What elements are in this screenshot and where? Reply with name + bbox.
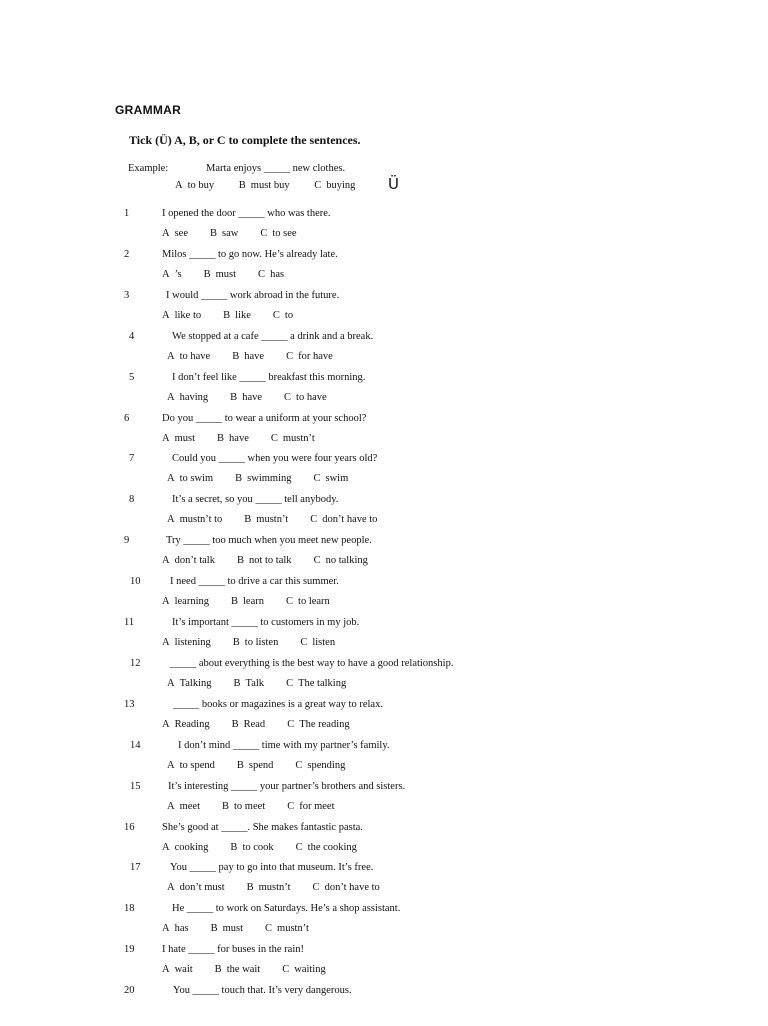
question-item [0, 822, 768, 863]
question-text: I don’t feel like _____ breakfast this morning. [172, 371, 366, 383]
option-text: to swim [179, 473, 214, 485]
answer-option-b[interactable] [237, 555, 292, 566]
question-text: I hate _____ for buses in the rain! [162, 944, 305, 956]
option-letter: A [167, 514, 175, 526]
answer-option-c[interactable] [286, 678, 346, 689]
option-text: Read [243, 718, 266, 730]
option-text: to cook [242, 841, 274, 853]
option-letter: C [258, 268, 266, 280]
question-item [0, 413, 768, 454]
option-letter: A [162, 432, 170, 444]
question-text: We stopped at a cafe _____ a drink and a break. [172, 330, 374, 342]
question-item [0, 740, 768, 781]
option-text: The reading [299, 718, 350, 730]
question-item [0, 331, 768, 372]
answer-option-c[interactable] [284, 392, 327, 403]
option-letter: B [210, 923, 218, 935]
question-item [0, 453, 768, 494]
question-item [0, 944, 768, 985]
option-letter: A [167, 677, 175, 689]
option-letter: B [231, 596, 239, 608]
question-item [0, 249, 768, 290]
option-letter: A [167, 800, 175, 812]
option-letter: C [295, 841, 303, 853]
answer-option-a[interactable] [167, 514, 222, 525]
option-text: like to [174, 309, 202, 321]
option-letter: A [167, 473, 175, 485]
option-text: saw [222, 228, 239, 239]
answer-option-c[interactable] [286, 351, 333, 362]
instruction-text: Tick (Ü) A, B, or C to complete the sentences. [129, 133, 361, 147]
option-letter: C [300, 637, 308, 648]
answer-options [167, 882, 402, 893]
question-number: 14 [130, 739, 141, 751]
question-text: Milos _____ to go now. He’s already late. [162, 248, 338, 260]
question-number: 19 [124, 944, 135, 956]
answer-option-c[interactable] [314, 473, 349, 484]
question-number: 5 [129, 371, 135, 383]
option-letter: A [167, 391, 175, 403]
answer-options [162, 433, 337, 444]
question-number: 10 [130, 576, 141, 588]
answer-option-b[interactable] [234, 678, 265, 689]
option-text: for have [298, 350, 333, 362]
question-text: Could you _____ when you were four years old? [172, 453, 378, 465]
question-text: It’s important _____ to customers in my job. [172, 617, 360, 628]
section-heading: GRAMMAR [115, 103, 182, 117]
option-letter: B [203, 268, 211, 280]
option-letter: A [162, 268, 170, 280]
answer-option-c[interactable] [287, 801, 334, 812]
option-text: like [235, 309, 251, 321]
question-number: 1 [124, 208, 130, 219]
option-letter: B [236, 555, 244, 567]
option-text: swimming [247, 473, 292, 485]
answer-option-c[interactable] [258, 269, 284, 280]
question-number: 7 [129, 453, 135, 465]
question-text: Do you _____ to wear a uniform at your school? [162, 412, 367, 424]
question-text: It’s interesting _____ your partner’s brothers and sisters. [168, 780, 406, 792]
option-text: to [284, 309, 294, 321]
question-text: I need _____ to drive a car this summer. [170, 576, 339, 588]
option-text: to learn [298, 596, 330, 608]
option-text: waiting [294, 964, 326, 976]
answer-option-b[interactable] [217, 433, 249, 444]
option-letter: C [272, 309, 280, 321]
option-text: to listen [244, 637, 279, 648]
option-letter: B [214, 964, 222, 976]
answer-option-a[interactable] [167, 392, 208, 403]
example-option-b: B must buy [238, 180, 290, 191]
question-number: 13 [124, 698, 135, 710]
option-letter: B [210, 228, 218, 239]
answer-option-a[interactable] [162, 842, 208, 853]
option-text: wait [174, 964, 193, 976]
option-letter: A [162, 555, 170, 567]
tick-mark-icon: Ü [388, 175, 399, 193]
question-number: 2 [124, 248, 130, 260]
answer-options [167, 392, 349, 403]
option-letter: C [310, 514, 318, 526]
option-letter: C [260, 228, 268, 239]
option-text: have [229, 432, 249, 444]
option-letter: B [230, 391, 238, 403]
answer-option-a[interactable] [162, 555, 215, 566]
answer-option-c[interactable] [296, 842, 357, 853]
option-text: mustn’t [258, 882, 291, 894]
question-item [0, 535, 768, 576]
option-text: for meet [299, 800, 335, 812]
question-item [0, 862, 768, 903]
question-number: 9 [124, 535, 130, 547]
answer-option-a[interactable] [162, 310, 201, 321]
question-item [0, 781, 768, 822]
option-letter: A [162, 637, 170, 648]
answer-option-a[interactable] [162, 964, 193, 975]
question-item [0, 658, 768, 699]
answer-option-c[interactable] [287, 719, 349, 730]
option-letter: C [287, 718, 295, 730]
option-text: no talking [325, 555, 368, 567]
question-text: _____ books or magazines is a great way to relax. [173, 698, 383, 710]
option-letter: C [286, 350, 294, 362]
option-letter: B [232, 350, 240, 362]
answer-options [162, 923, 331, 934]
example-sentence: Marta enjoys _____ new clothes. [206, 163, 346, 174]
answer-options [167, 678, 368, 689]
answer-options [162, 964, 348, 975]
option-letter: A [162, 596, 170, 608]
answer-option-b[interactable] [235, 473, 291, 484]
option-letter: C [286, 596, 294, 608]
question-item [0, 985, 768, 1026]
option-text: don’t have to [322, 514, 378, 526]
option-text: has [270, 268, 285, 280]
option-text: see [174, 228, 189, 239]
question-number: 16 [124, 821, 135, 833]
option-letter: A [167, 882, 175, 894]
option-text: mustn’t [256, 514, 289, 526]
option-text: has [174, 923, 189, 935]
option-letter: A [167, 350, 175, 362]
answer-options [162, 269, 306, 280]
answer-options [167, 473, 370, 484]
option-letter: C [313, 555, 321, 567]
option-letter: A [167, 759, 175, 771]
option-letter: B [232, 637, 240, 648]
question-text: You _____ pay to go into that museum. It’s free. [170, 862, 374, 874]
answer-option-b[interactable] [230, 392, 262, 403]
answer-option-c[interactable] [310, 514, 377, 525]
option-letter: B [231, 718, 239, 730]
option-letter: C [284, 391, 292, 403]
option-text: listening [174, 637, 211, 648]
option-text: don’t talk [174, 555, 215, 567]
option-text: swim [325, 473, 349, 485]
option-letter: C [270, 432, 278, 444]
option-letter: A [162, 309, 170, 321]
answer-option-b[interactable] [232, 719, 266, 730]
option-letter: C [265, 923, 273, 935]
answer-option-a[interactable] [167, 760, 215, 771]
example-option-a: A to buy [175, 180, 215, 191]
option-letter: A [162, 923, 170, 935]
option-text: have [242, 391, 263, 403]
answer-option-b[interactable] [210, 228, 238, 239]
option-text: learn [243, 596, 265, 608]
question-number: 12 [130, 657, 141, 669]
example-option-c: C buying [314, 180, 356, 191]
option-text: must [215, 268, 237, 280]
question-number: 4 [129, 330, 135, 342]
question-text: It’s a secret, so you _____ tell anybody. [172, 494, 339, 506]
answer-option-a[interactable] [162, 433, 195, 444]
option-letter: A [162, 228, 170, 239]
answer-option-c[interactable] [314, 555, 368, 566]
option-text: must [174, 432, 196, 444]
question-number: 11 [124, 617, 135, 628]
option-text: cooking [174, 841, 209, 853]
option-text: must [222, 923, 244, 935]
answer-option-a[interactable] [162, 923, 189, 934]
option-letter: C [312, 882, 320, 894]
option-letter: C [313, 473, 321, 485]
option-text: Reading [174, 718, 210, 730]
question-number: 3 [124, 289, 130, 301]
answer-option-a[interactable] [167, 678, 212, 689]
option-text: Talk [245, 677, 265, 689]
answer-option-b[interactable] [247, 882, 291, 893]
option-text: listen [312, 637, 336, 648]
option-text: don’t have to [324, 882, 380, 894]
question-number: 8 [129, 494, 135, 506]
answer-option-a[interactable] [167, 351, 210, 362]
answer-option-c[interactable] [265, 923, 309, 934]
answer-option-c[interactable] [295, 760, 345, 771]
answer-option-b[interactable] [204, 269, 236, 280]
option-letter: C [286, 677, 294, 689]
question-text: Try _____ too much when you meet new people. [166, 535, 372, 547]
question-item [0, 699, 768, 740]
answer-option-a[interactable] [162, 637, 211, 648]
option-text: have [244, 350, 265, 362]
answer-option-c[interactable] [271, 433, 315, 444]
option-text: the wait [226, 964, 261, 976]
answer-option-b[interactable] [244, 514, 288, 525]
option-letter: B [235, 473, 243, 485]
option-text: to have [296, 391, 327, 403]
option-text: to spend [179, 759, 215, 771]
question-text: She’s good at _____. She makes fantastic pasta. [162, 821, 363, 833]
answer-option-b[interactable] [222, 801, 265, 812]
question-text: I would _____ work abroad in the future. [166, 289, 340, 301]
option-letter: B [246, 882, 254, 894]
option-text: meet [179, 800, 200, 812]
option-text: don’t must [179, 882, 225, 894]
answer-option-c[interactable] [286, 596, 330, 607]
answer-options [162, 637, 357, 648]
answer-option-b[interactable] [233, 637, 279, 648]
option-text: the cooking [307, 841, 357, 853]
option-text: to have [179, 350, 211, 362]
answer-option-c[interactable] [313, 882, 380, 893]
option-letter: C [295, 759, 303, 771]
option-text: mustn’t [282, 432, 315, 444]
answer-option-c[interactable] [273, 310, 293, 321]
option-letter: B [236, 759, 244, 771]
answer-option-b[interactable] [232, 351, 264, 362]
answer-option-b[interactable] [223, 310, 251, 321]
question-number: 6 [124, 412, 130, 424]
question-item [0, 290, 768, 331]
answer-options [167, 801, 357, 812]
answer-option-a[interactable] [167, 473, 213, 484]
option-letter: C [287, 800, 295, 812]
answer-options [167, 514, 399, 525]
option-letter: B [217, 432, 225, 444]
answer-options [162, 555, 390, 566]
option-letter: A [162, 718, 170, 730]
answer-option-b[interactable] [231, 596, 264, 607]
answer-option-a[interactable] [167, 801, 200, 812]
question-item [0, 617, 768, 658]
answer-options [167, 351, 355, 362]
answer-option-b[interactable] [215, 964, 261, 975]
question-item [0, 494, 768, 535]
answer-options [162, 842, 379, 853]
answer-options [162, 719, 372, 730]
example-options [175, 180, 377, 191]
question-number: 15 [130, 780, 141, 792]
option-letter: B [233, 677, 241, 689]
option-text: mustn’t to [179, 514, 223, 526]
question-number: 17 [130, 862, 141, 874]
option-text: spending [307, 759, 346, 771]
option-letter: A [162, 964, 170, 976]
answer-option-a[interactable] [162, 228, 188, 239]
answer-option-c[interactable] [260, 228, 296, 239]
answer-option-b[interactable] [211, 923, 243, 934]
option-text: not to talk [248, 555, 292, 567]
option-text: to meet [234, 800, 266, 812]
option-text: mustn’t [277, 923, 309, 935]
answer-option-a[interactable] [162, 596, 209, 607]
question-text: _____ about everything is the best way to have a good relationship. [170, 657, 454, 669]
answer-option-b[interactable] [237, 760, 274, 771]
question-item [0, 576, 768, 617]
option-letter: C [282, 964, 290, 976]
answer-options [162, 310, 315, 321]
question-text: I don’t mind _____ time with my partner’s family. [178, 739, 390, 751]
question-text: You _____ touch that. It’s very dangerous. [173, 985, 352, 997]
question-text: I opened the door _____ who was there. [162, 208, 331, 219]
option-text: spend [248, 759, 274, 771]
question-number: 18 [124, 903, 135, 915]
question-item [0, 372, 768, 413]
answer-option-a[interactable] [167, 882, 225, 893]
option-letter: B [222, 800, 230, 812]
question-item [0, 208, 768, 249]
example-label: Example: [128, 163, 169, 174]
answer-option-c[interactable] [300, 637, 335, 648]
option-letter: B [223, 309, 231, 321]
answer-option-a[interactable] [162, 269, 182, 280]
option-text: The talking [298, 677, 347, 689]
option-letter: A [162, 841, 170, 853]
answer-options [162, 596, 352, 607]
answer-options [162, 228, 319, 239]
question-number: 20 [124, 985, 135, 997]
answer-option-b[interactable] [230, 842, 273, 853]
option-text: to see [272, 228, 297, 239]
answer-options [167, 760, 367, 771]
option-text: learning [174, 596, 209, 608]
question-text: He _____ to work on Saturdays. He’s a shop assistant. [172, 903, 401, 915]
answer-option-c[interactable] [282, 964, 326, 975]
question-item [0, 903, 768, 944]
option-text: ’s [174, 268, 182, 280]
option-letter: B [230, 841, 238, 853]
option-text: having [179, 391, 209, 403]
option-text: Talking [179, 677, 212, 689]
option-letter: B [244, 514, 252, 526]
answer-option-a[interactable] [162, 719, 210, 730]
